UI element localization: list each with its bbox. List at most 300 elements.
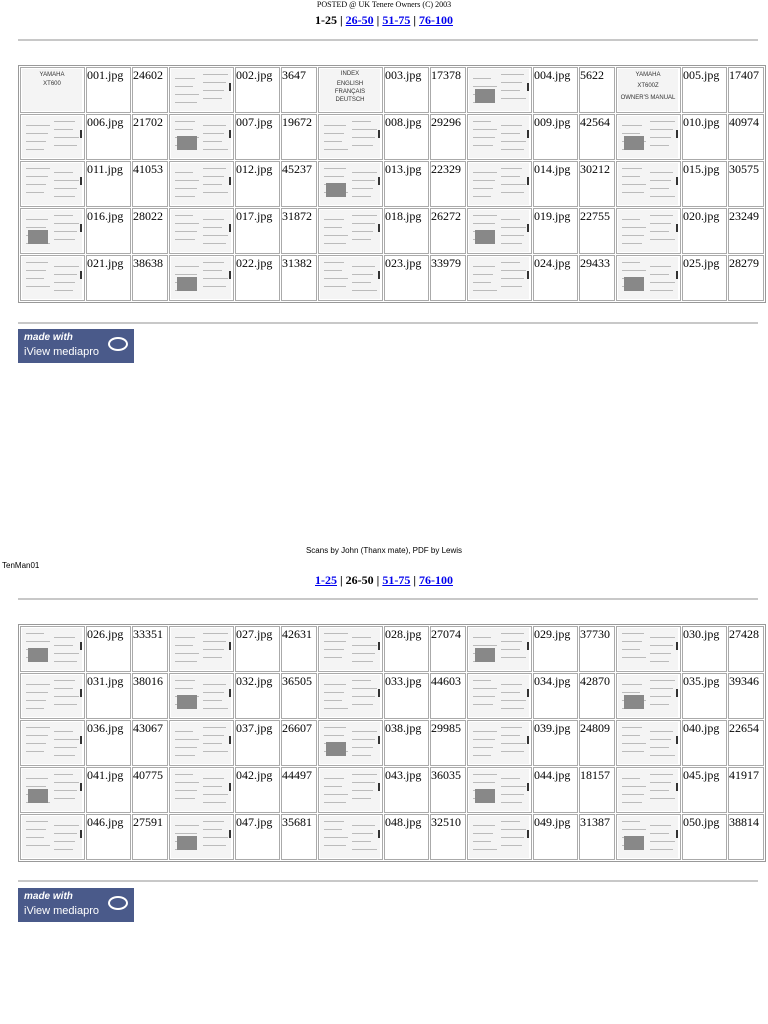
thumbnail-cell[interactable] (467, 161, 532, 207)
text-line (622, 692, 640, 693)
text-line (175, 774, 193, 775)
page-tab-marker (80, 271, 82, 279)
file-name: 033.jpg (384, 673, 429, 719)
grid-row (20, 114, 764, 160)
text-line (352, 215, 377, 216)
text-line (501, 700, 526, 701)
text-line (622, 168, 642, 169)
page-thumbnail-image[interactable] (618, 816, 678, 858)
thumbnail-cell[interactable] (616, 67, 681, 113)
page-thumbnail-image[interactable] (469, 628, 529, 670)
page-thumbnail-image[interactable] (171, 769, 231, 811)
text-line (622, 125, 642, 126)
text-line (324, 794, 348, 795)
text-line (352, 755, 371, 756)
text-line (473, 274, 493, 275)
thumbnail-cell[interactable] (467, 208, 532, 254)
text-line (501, 262, 520, 263)
thumbnail-cell[interactable] (169, 114, 234, 160)
text-line (501, 708, 524, 709)
text-line (26, 184, 46, 185)
text-line (650, 731, 673, 732)
text-line (54, 688, 73, 689)
thumbnail-cell[interactable] (169, 673, 234, 719)
text-line (473, 747, 493, 748)
photo-block (28, 648, 48, 662)
thumbnail-cell[interactable] (20, 255, 85, 301)
text-line (203, 641, 226, 642)
page-thumbnail-image[interactable] (22, 163, 82, 205)
text-line (650, 637, 675, 638)
thumbnail-cell[interactable] (318, 114, 383, 160)
thumbnail-cell[interactable] (467, 626, 532, 672)
page-thumbnail-image[interactable] (22, 816, 82, 858)
text-line (473, 841, 491, 842)
text-line (324, 227, 342, 228)
file-name: 035.jpg (682, 673, 727, 719)
page-thumbnail-image[interactable] (469, 675, 529, 717)
thumbnail-caption: OWNER'S MANUAL (620, 95, 676, 101)
page-thumbnail-image[interactable] (171, 116, 231, 158)
text-line (352, 266, 375, 267)
text-line (203, 700, 222, 701)
file-size: 41917 (728, 767, 764, 813)
text-line (501, 227, 526, 228)
text-line (650, 215, 673, 216)
thumbnail-cell[interactable] (20, 208, 85, 254)
text-line (203, 168, 226, 169)
file-name: 005.jpg (682, 67, 727, 113)
text-line (324, 125, 346, 126)
text-line (622, 778, 640, 779)
thumbnail-cell[interactable] (467, 114, 532, 160)
text-line (175, 94, 199, 95)
page-thumbnail-image[interactable] (320, 769, 380, 811)
thumbnail-cell[interactable] (318, 67, 383, 113)
page-tab-marker (80, 177, 82, 185)
file-name: 028.jpg (384, 626, 429, 672)
page-thumbnail-image[interactable] (469, 69, 529, 111)
text-line (175, 274, 197, 275)
file-size: 44497 (281, 767, 317, 813)
text-line (501, 270, 526, 271)
thumbnail-cell[interactable] (169, 767, 234, 813)
text-line (54, 747, 77, 748)
file-name: 049.jpg (533, 814, 578, 860)
thumbnail-cell[interactable] (318, 626, 383, 672)
page-tab-marker (229, 689, 231, 697)
nav-link-76-100[interactable]: 76-100 (418, 13, 453, 27)
text-line (54, 266, 79, 267)
page-tab-marker (676, 130, 678, 138)
page-tab-marker (527, 830, 529, 838)
page-thumbnail-image[interactable] (618, 116, 678, 158)
page-thumbnail-image[interactable] (469, 769, 529, 811)
text-line (54, 849, 73, 850)
file-size: 22755 (579, 208, 615, 254)
text-line (622, 821, 640, 822)
page-thumbnail-image[interactable] (469, 722, 529, 764)
text-line (175, 790, 197, 791)
text-line (26, 845, 50, 846)
page-thumbnail-image[interactable] (22, 210, 82, 252)
text-line (54, 680, 75, 681)
photo-block (177, 836, 197, 850)
text-line (54, 833, 77, 834)
page-tab-marker (676, 736, 678, 744)
text-line (175, 825, 199, 826)
file-size: 44603 (430, 673, 466, 719)
file-size: 24602 (132, 67, 168, 113)
text-line (203, 821, 224, 822)
nav-link-51-75[interactable]: 51-75 (382, 13, 411, 27)
page-thumbnail-image[interactable] (618, 675, 678, 717)
thumbnail-caption: XT600Z (637, 83, 659, 89)
file-size: 5622 (579, 67, 615, 113)
text-line (54, 137, 79, 138)
text-line (501, 743, 526, 744)
text-line (473, 145, 493, 146)
page-tab-marker (80, 224, 82, 232)
page-thumbnail-image[interactable] (22, 69, 82, 111)
text-line (54, 645, 73, 646)
text-line (622, 751, 644, 752)
thumbnail-cell[interactable] (318, 814, 383, 860)
text-line (650, 688, 673, 689)
text-line (54, 172, 73, 173)
thumbnail-cell[interactable] (616, 114, 681, 160)
file-size: 31872 (281, 208, 317, 254)
text-line (26, 286, 50, 287)
photo-block (624, 136, 644, 150)
nav-link-1-25[interactable]: 1-25 (315, 573, 338, 587)
page-tab-marker (378, 830, 380, 838)
text-line (650, 747, 669, 748)
text-line (473, 782, 495, 783)
thumbnail-cell[interactable] (467, 67, 532, 113)
thumbnail-cell[interactable] (20, 720, 85, 766)
thumbnail-cell[interactable] (20, 161, 85, 207)
page-tab-marker (527, 783, 529, 791)
thumbnail-caption: INDEX (340, 71, 360, 77)
text-line (203, 845, 226, 846)
nav-link-51-75[interactable]: 51-75 (382, 573, 411, 587)
page-thumbnail-image[interactable] (320, 675, 380, 717)
file-size: 41053 (132, 161, 168, 207)
page-thumbnail-image[interactable] (469, 257, 529, 299)
text-line (175, 739, 199, 740)
file-size: 42564 (579, 114, 615, 160)
page-tab-marker (676, 783, 678, 791)
page-thumbnail-image[interactable] (171, 722, 231, 764)
text-line (203, 184, 222, 185)
page-thumbnail-image[interactable] (171, 210, 231, 252)
text-line (650, 121, 675, 122)
text-line (501, 98, 526, 99)
file-size: 29433 (579, 255, 615, 301)
photo-block (624, 695, 644, 709)
text-line (622, 633, 644, 634)
file-size: 27591 (132, 814, 168, 860)
text-line (650, 653, 671, 654)
text-line (501, 845, 522, 846)
thumbnail-cell[interactable] (467, 255, 532, 301)
page-thumbnail-image[interactable] (618, 69, 678, 111)
page-thumbnail-image[interactable] (22, 628, 82, 670)
text-line (54, 223, 79, 224)
photo-block (624, 836, 644, 850)
text-line (203, 692, 224, 693)
text-line (650, 188, 669, 189)
page-thumbnail-image[interactable] (469, 210, 529, 252)
page-thumbnail-image[interactable] (22, 675, 82, 717)
photo-block (326, 183, 346, 197)
text-line (473, 266, 495, 267)
page-thumbnail-image[interactable] (320, 257, 380, 299)
text-line (203, 243, 226, 244)
text-line (26, 751, 44, 752)
page-tab-marker (229, 130, 231, 138)
text-line (650, 661, 669, 662)
page-tab-marker (676, 271, 678, 279)
iview-badge[interactable] (18, 329, 134, 363)
text-line (622, 270, 646, 271)
thumbnail-cell[interactable] (318, 720, 383, 766)
text-line (473, 137, 495, 138)
page-tab-marker (527, 736, 529, 744)
nav-sep: | (376, 573, 380, 587)
text-line (473, 645, 497, 646)
page-thumbnail-image[interactable] (320, 816, 380, 858)
thumbnail-cell[interactable] (20, 114, 85, 160)
file-name: 016.jpg (86, 208, 131, 254)
thumbnail-cell[interactable] (616, 208, 681, 254)
text-line (54, 825, 79, 826)
thumbnail-cell[interactable] (616, 720, 681, 766)
thumbnail-cell[interactable] (467, 767, 532, 813)
file-name: 039.jpg (533, 720, 578, 766)
nav-link-76-100[interactable]: 76-100 (418, 573, 453, 587)
page-thumbnail-image[interactable] (171, 257, 231, 299)
text-line (650, 833, 669, 834)
thumbnail-cell[interactable] (169, 814, 234, 860)
text-line (473, 180, 495, 181)
thumbnail-cell[interactable] (20, 67, 85, 113)
thumbnail-cell[interactable] (318, 767, 383, 813)
text-line (650, 145, 669, 146)
text-line (501, 794, 524, 795)
text-line (473, 290, 497, 291)
text-line (501, 802, 522, 803)
file-size: 23249 (728, 208, 764, 254)
thumbnail-cell[interactable] (616, 255, 681, 301)
text-line (175, 637, 195, 638)
page-tab-marker (229, 830, 231, 838)
grid-row (20, 255, 764, 301)
text-line (650, 645, 673, 646)
thumbnail-cell[interactable] (467, 814, 532, 860)
grid-row (20, 673, 764, 719)
page-thumbnail-image[interactable] (22, 116, 82, 158)
thumbnail-cell[interactable] (616, 673, 681, 719)
thumbnail-cell[interactable] (616, 626, 681, 672)
thumbnail-cell[interactable] (169, 626, 234, 672)
thumbnail-grid-26-50 (18, 624, 766, 862)
file-size: 35681 (281, 814, 317, 860)
thumbnail-cell[interactable] (318, 208, 383, 254)
text-line (352, 833, 373, 834)
text-line (54, 696, 79, 697)
nav-link-26-50[interactable]: 26-50 (345, 13, 374, 27)
text-line (324, 837, 348, 838)
thumbnail-cell[interactable] (318, 673, 383, 719)
page-tab-marker (378, 689, 380, 697)
page-tab-marker (229, 83, 231, 91)
nav-sep: | (340, 13, 343, 27)
text-line (203, 802, 226, 803)
thumbnail-cell[interactable] (318, 161, 383, 207)
page-thumbnail-image[interactable] (22, 257, 82, 299)
text-line (650, 782, 671, 783)
file-name: 031.jpg (86, 673, 131, 719)
file-size: 29296 (430, 114, 466, 160)
page-thumbnail-image[interactable] (320, 116, 380, 158)
file-name: 034.jpg (533, 673, 578, 719)
file-size: 29985 (430, 720, 466, 766)
page-thumbnail-image[interactable] (171, 816, 231, 858)
text-line (203, 149, 228, 150)
thumbnail-cell[interactable] (169, 208, 234, 254)
text-line (501, 125, 522, 126)
text-line (324, 802, 346, 803)
thumbnail-cell[interactable] (467, 720, 532, 766)
file-size: 38016 (132, 673, 168, 719)
text-line (175, 653, 199, 654)
text-line (203, 133, 224, 134)
text-line (324, 235, 348, 236)
text-line (650, 137, 671, 138)
page-thumbnail-image[interactable] (618, 257, 678, 299)
text-line (175, 239, 195, 240)
thumbnail-cell[interactable] (616, 161, 681, 207)
page-thumbnail-image[interactable] (618, 628, 678, 670)
thumbnail-cell[interactable] (169, 161, 234, 207)
text-line (501, 727, 522, 728)
page-tab-marker (80, 783, 82, 791)
thumbnail-cell[interactable] (616, 814, 681, 860)
text-line (473, 172, 497, 173)
badge-line2: iView mediapro (24, 905, 100, 917)
text-line (650, 825, 671, 826)
thumbnail-cell[interactable] (318, 255, 383, 301)
text-line (175, 798, 195, 799)
text-line (501, 192, 524, 193)
credit-line: Scans by John (Thanx mate), PDF by Lewis (305, 546, 463, 555)
page-thumbnail-image[interactable] (618, 769, 678, 811)
text-line (501, 235, 524, 236)
page-tab-marker (676, 689, 678, 697)
page-thumbnail-image[interactable] (22, 722, 82, 764)
page-thumbnail-image[interactable] (171, 69, 231, 111)
text-line (26, 176, 48, 177)
file-size: 45237 (281, 161, 317, 207)
text-line (650, 704, 669, 705)
thumbnail-cell[interactable] (616, 767, 681, 813)
text-line (501, 641, 522, 642)
text-line (650, 841, 675, 842)
page-thumbnail-image[interactable] (320, 628, 380, 670)
page-thumbnail-image[interactable] (320, 210, 380, 252)
page-thumbnail-image[interactable] (320, 722, 380, 764)
text-line (54, 231, 77, 232)
text-line (501, 821, 520, 822)
text-line (352, 145, 373, 146)
thumbnail-cell[interactable] (20, 767, 85, 813)
text-line (650, 274, 669, 275)
text-line (175, 78, 195, 79)
text-line (175, 172, 193, 173)
page-thumbnail-image[interactable] (171, 675, 231, 717)
page-tab-marker (229, 783, 231, 791)
thumbnail-cell[interactable] (20, 626, 85, 672)
page-thumbnail-image[interactable] (618, 210, 678, 252)
file-size: 40775 (132, 767, 168, 813)
text-line (622, 641, 642, 642)
file-size: 42631 (281, 626, 317, 672)
divider (18, 880, 758, 882)
file-size: 17378 (430, 67, 466, 113)
file-size: 28279 (728, 255, 764, 301)
text-line (352, 841, 371, 842)
text-line (352, 637, 371, 638)
text-line (203, 727, 226, 728)
page-thumbnail-image[interactable] (171, 628, 231, 670)
page-thumbnail-image[interactable] (469, 116, 529, 158)
text-line (26, 227, 46, 228)
page-tab-marker (378, 130, 380, 138)
page-thumbnail-image[interactable] (618, 722, 678, 764)
page-tab-marker (676, 177, 678, 185)
thumbnail-cell[interactable] (20, 673, 85, 719)
page-thumbnail-image[interactable] (320, 163, 380, 205)
thumbnail-cell[interactable] (20, 814, 85, 860)
text-line (26, 141, 46, 142)
page-thumbnail-image[interactable] (22, 769, 82, 811)
text-line (54, 637, 75, 638)
thumbnail-cell[interactable] (169, 720, 234, 766)
text-line (203, 786, 222, 787)
thumbnail-cell[interactable] (467, 673, 532, 719)
text-line (352, 137, 375, 138)
iview-badge[interactable] (18, 888, 134, 922)
file-name: 027.jpg (235, 626, 280, 672)
page-thumbnail-image[interactable] (320, 69, 380, 111)
footer-label: TenMan01 (2, 561, 40, 570)
text-line (26, 125, 50, 126)
page-thumbnail-image[interactable] (171, 163, 231, 205)
text-line (352, 290, 377, 291)
thumbnail-cell[interactable] (169, 67, 234, 113)
text-line (501, 837, 524, 838)
page-thumbnail-image[interactable] (618, 163, 678, 205)
page-thumbnail-image[interactable] (469, 163, 529, 205)
file-name: 040.jpg (682, 720, 727, 766)
page-thumbnail-image[interactable] (469, 816, 529, 858)
file-size: 38638 (132, 255, 168, 301)
grid-row (20, 208, 764, 254)
file-name: 003.jpg (384, 67, 429, 113)
thumbnail-cell[interactable] (169, 255, 234, 301)
